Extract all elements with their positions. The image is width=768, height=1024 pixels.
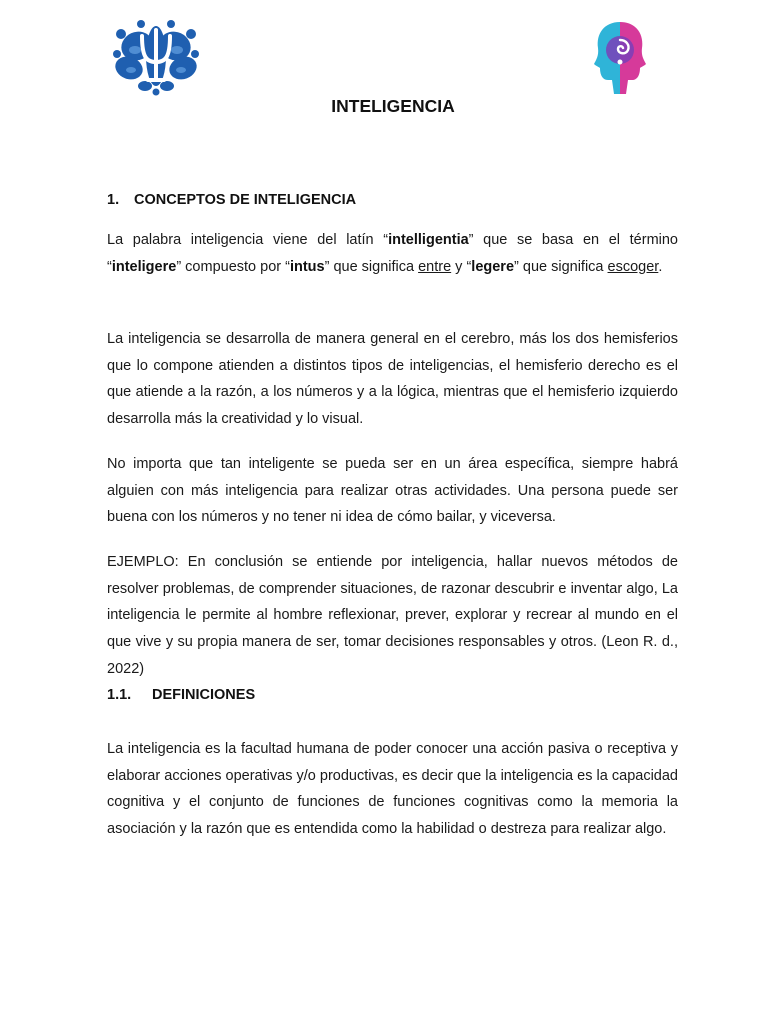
section-title: CONCEPTOS DE INTELIGENCIA: [134, 192, 357, 208]
section-title: DEFINICIONES: [152, 687, 256, 703]
paragraph-example: EJEMPLO: En conclusión se entiende por inteligencia, hallar nuevos métodos de resolver problemas, de comprender situaciones, de razonar descubrir e inventar algo, La inteligencia le permite al hombre reflexionar, prever, explorar y recrear al mundo en el que vive y su propia manera de ser, tomar decisiones responsables y otros. (Leon R. d., 2022): [107, 554, 678, 677]
section-number: 1.1.: [107, 687, 132, 703]
section-heading-definiciones: [107, 687, 255, 703]
section-number: 1.: [107, 192, 120, 208]
paragraph-specific-area: No importa que tan inteligente se pueda ser en un área específica, siempre habrá alguien con más inteligencia para realizar otras actividades. Una persona puede ser buena con los números y no tener ni idea de cómo bailar, y viceversa.: [107, 456, 678, 526]
document-title: INTELIGENCIA: [331, 96, 455, 116]
psi-inkblot-logo-icon: [107, 12, 205, 96]
paragraph-etymology: La palabra inteligencia viene del latín “intelligentia” que se basa en el término “inteligere” compuesto por “intus” que significa entre y “legere” que significa escoger.: [107, 232, 678, 275]
paragraph-definition: La inteligencia es la facultad humana de poder conocer una acción pasiva o receptiva y elaborar acciones operativas y/o productivas, es decir que la inteligencia es la capacidad cognitiva y el conjunto de funciones de funciones cognitivas como la memoria la asociación y la razón que es entendida como la habilidad o destreza para realizar algo.: [107, 741, 678, 838]
section-heading-conceptos: [107, 192, 356, 208]
head-profiles-logo-icon: [590, 18, 650, 98]
paragraph-hemispheres: La inteligencia se desarrolla de manera general en el cerebro, más los dos hemisferios que lo compone atienden a distintos tipos de inteligencias, el hemisferio derecho es el que atiende a la razón, a los números y a la lógica, mientras que el hemisferio izquierdo desarrolla más la creatividad y lo visual.: [107, 331, 678, 428]
